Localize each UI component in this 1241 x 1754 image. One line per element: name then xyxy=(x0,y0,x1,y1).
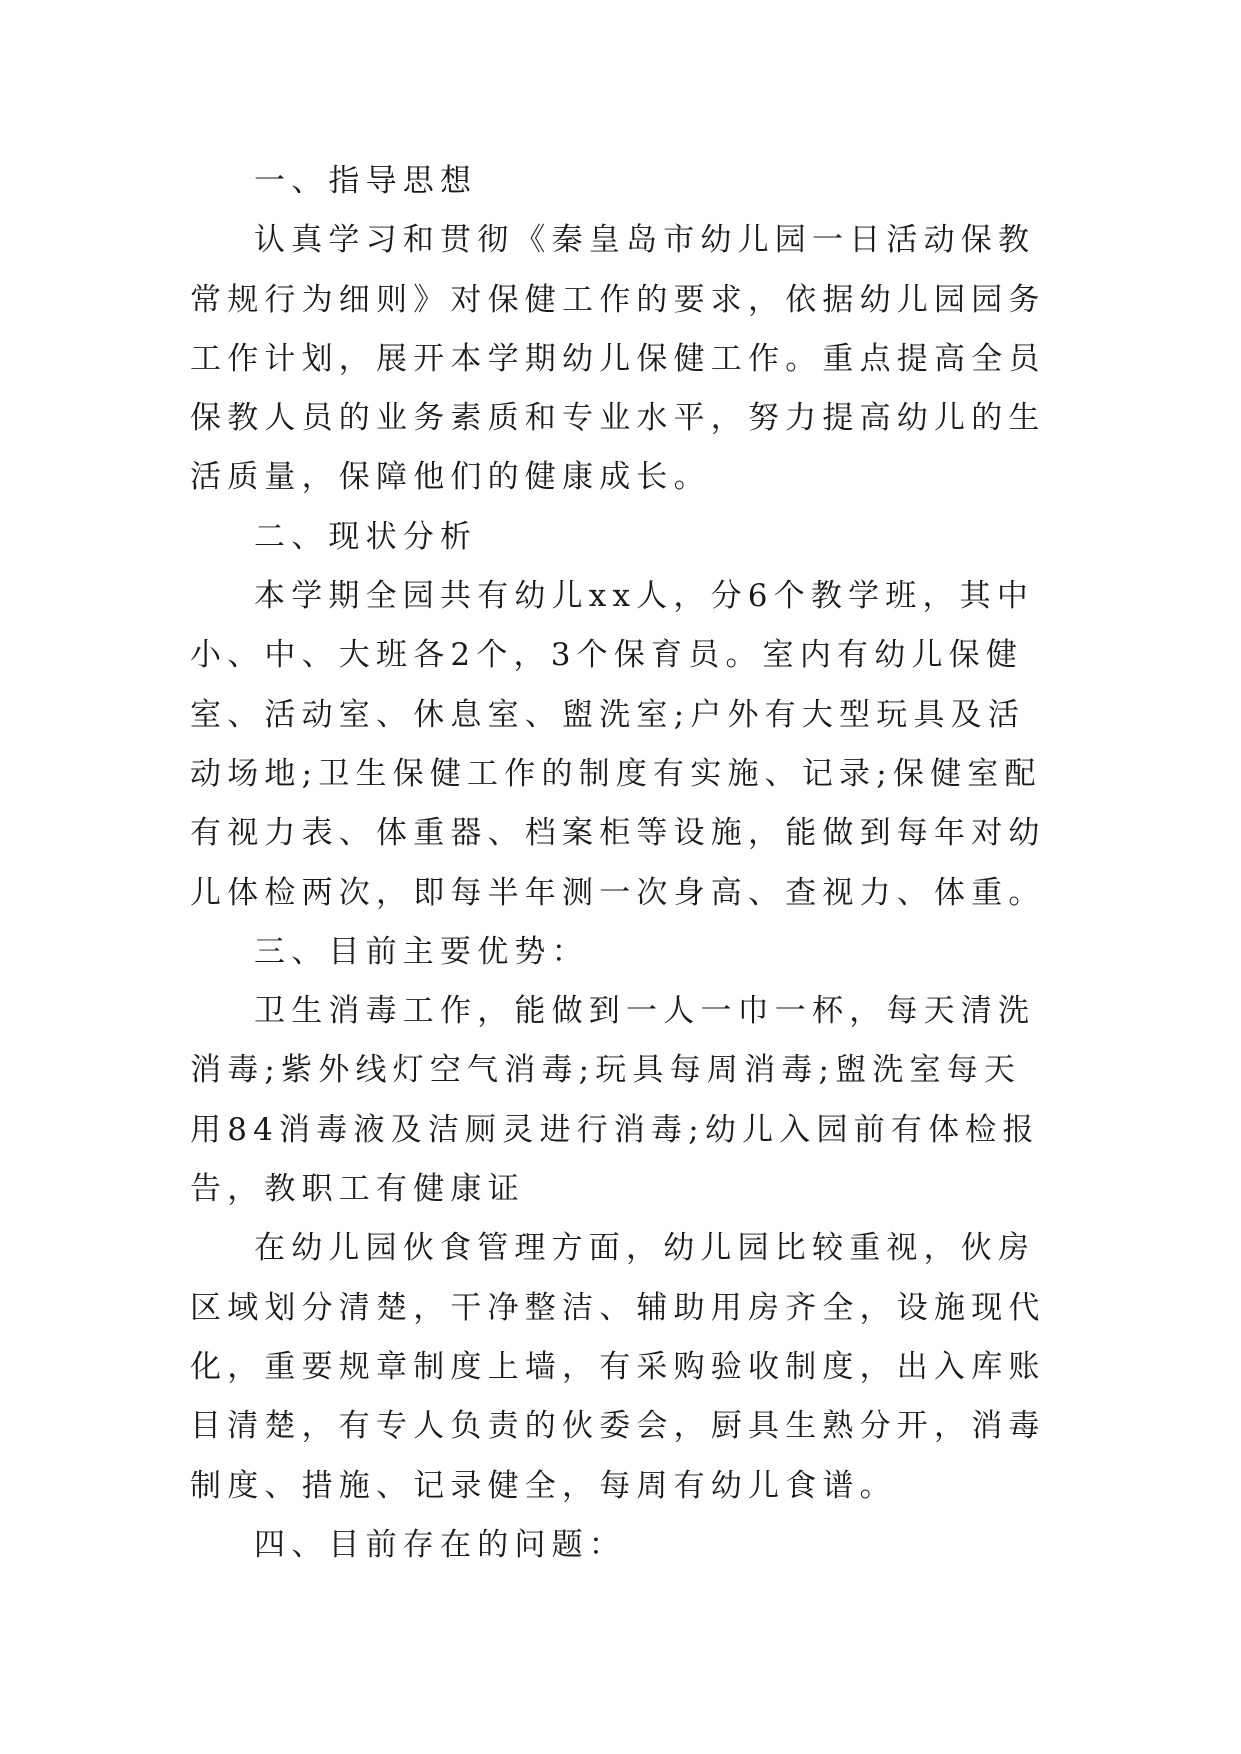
paragraph-hygiene-disinfection: 卫生消毒工作，能做到一人一巾一杯，每天清洗消毒;紫外线灯空气消毒;玩具每周消毒;盥洗室每天用84消毒液及洁厕灵进行消毒;幼儿入园前有体检报告，教职工有健康证 xyxy=(190,993,1040,1208)
section-heading-current-problems: 四、目前存在的问题： xyxy=(254,1526,626,1563)
section-heading-main-advantages: 三、目前主要优势： xyxy=(254,933,589,970)
document-body xyxy=(190,152,1050,1575)
section-heading-guiding-ideology: 一、指导思想 xyxy=(254,163,478,199)
paragraph-food-management: 在幼儿园伙食管理方面，幼儿园比较重视，伙房区域划分清楚，干净整洁、辅助用房齐全，设施现代化，重要规章制度上墙，有采购验收制度，出入库账目清楚，有专人负责的伙委会，厨具生熟分开，消毒制度、措施、记录健全，每周有幼儿食谱。 xyxy=(190,1230,1046,1504)
paragraph-status-analysis: 本学期全园共有幼儿xx人，分6个教学班，其中小、中、大班各2个，3个保育员。室内有幼儿保健室、活动室、休息室、盥洗室;户外有大型玩具及活动场地;卫生保健工作的制度有实施、记录;保健室配有视力表、体重器、档案柜等设施，能做到每年对幼儿体检两次，即每半年测一次身高、查视力、体重。 xyxy=(190,578,1046,911)
section-heading-status-analysis: 二、现状分析 xyxy=(254,518,478,555)
paragraph-guiding-ideology: 认真学习和贯彻《秦皇岛市幼儿园一日活动保教常规行为细则》对保健工作的要求，依据幼儿园园务工作计划，展开本学期幼儿保健工作。重点提高全员保教人员的业务素质和专业水平，努力提高幼儿的生活质量，保障他们的健康成长。 xyxy=(190,222,1046,496)
